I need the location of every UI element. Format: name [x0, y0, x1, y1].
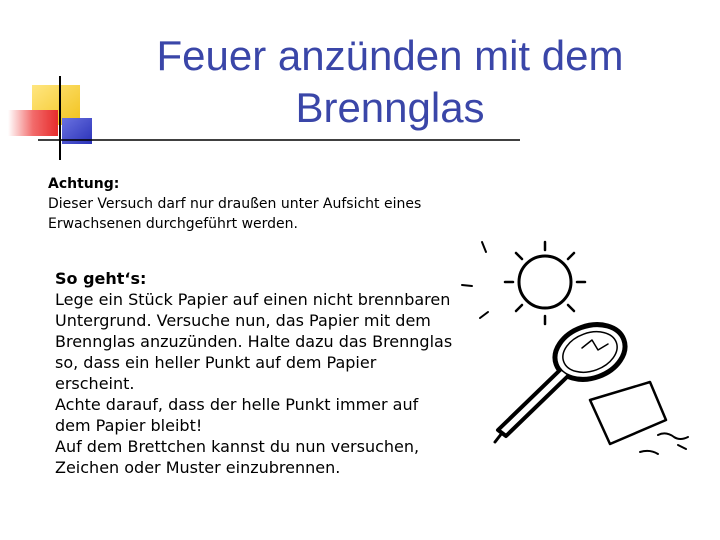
warning-text: Dieser Versuch darf nur draußen unter Aufsicht eines Erwachsenen durchgeführt werden. [48, 196, 422, 232]
deco-red-bar [8, 110, 58, 136]
warning-block [48, 174, 488, 234]
sun-icon [462, 242, 585, 324]
instructions-block [55, 268, 455, 478]
instructions-heading: So geht‘s: [55, 269, 147, 288]
warning-heading: Achtung: [48, 176, 120, 192]
title-line-2: Brennglas [295, 84, 485, 131]
instructions-paragraph-1: Lege ein Stück Papier auf einen nicht brennbaren Untergrund. Versuche nun, das Papier mit dem Brennglas anzuzünden. Halte dazu das Brennglas so, dass ein heller Punkt auf dem Papier erscheint. [55, 290, 453, 393]
title-line-1: Feuer anzünden mit dem [156, 32, 624, 79]
paper-icon [590, 382, 688, 454]
magnifier-illustration [440, 230, 710, 470]
instructions-paragraph-2: Achte darauf, dass der helle Punkt immer auf dem Papier bleibt! [55, 395, 419, 435]
instructions-paragraph-3: Auf dem Brettchen kannst du nun versuchen, Zeichen oder Muster einzubrennen. [55, 437, 420, 477]
page-title [120, 30, 660, 134]
